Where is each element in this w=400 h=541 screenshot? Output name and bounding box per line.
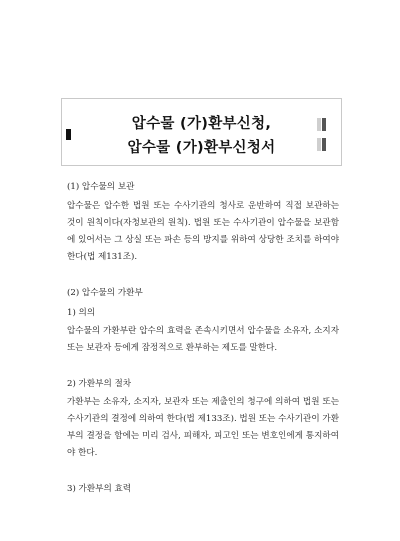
subsection-body-meaning: 압수물의 가환부란 압수의 효력을 존속시키면서 압수물을 소유자, 소지자 또는 보관자 등에게 잠정적으로 환부하는 제도를 말한다. — [67, 326, 339, 353]
title-line-1: 압수물 (가)환부신청, — [131, 116, 272, 132]
right-marker-light-bottom — [317, 138, 321, 151]
subsection-heading-effect: 3) 가환부의 효력 — [67, 484, 132, 494]
section-heading-storage: (1) 압수물의 보관 — [67, 182, 135, 192]
right-marker-dark-top — [322, 118, 326, 131]
section-heading-provisional-return: (2) 압수물의 가환부 — [67, 288, 143, 298]
subsection-body-procedure: 가환부는 소유자, 소지자, 보관자 또는 제출인의 청구에 의하여 법원 또는 수사기관의 결정에 의하여 한다(법 제133조). 법원 또는 수사기관이 가환부의 결정을 함에는 미리 검사, 피해자, 피고인 또는 변호인에게 통지하여야 한다. — [67, 397, 339, 458]
title-line-2: 압수물 (가)환부신청서 — [127, 140, 276, 156]
section-body-storage: 압수물은 압수한 법원 또는 수사기관의 청사로 운반하여 직접 보관하는 것이 원칙이다(자청보관의 원칙). 법원 또는 수사기관이 압수물을 보관함에 있어서는 그 상실 또는 파손 등의 방지를 위하여 상당한 조치를 하여야 한다(법 제131조). — [67, 201, 339, 262]
subsection-heading-procedure: 2) 가환부의 절차 — [67, 379, 132, 389]
right-marker-dark-bottom — [322, 138, 326, 151]
subsection-heading-meaning: 1) 의의 — [67, 308, 96, 318]
document-body — [67, 182, 339, 495]
title-box — [61, 98, 342, 166]
right-marker-light-top — [317, 118, 321, 131]
